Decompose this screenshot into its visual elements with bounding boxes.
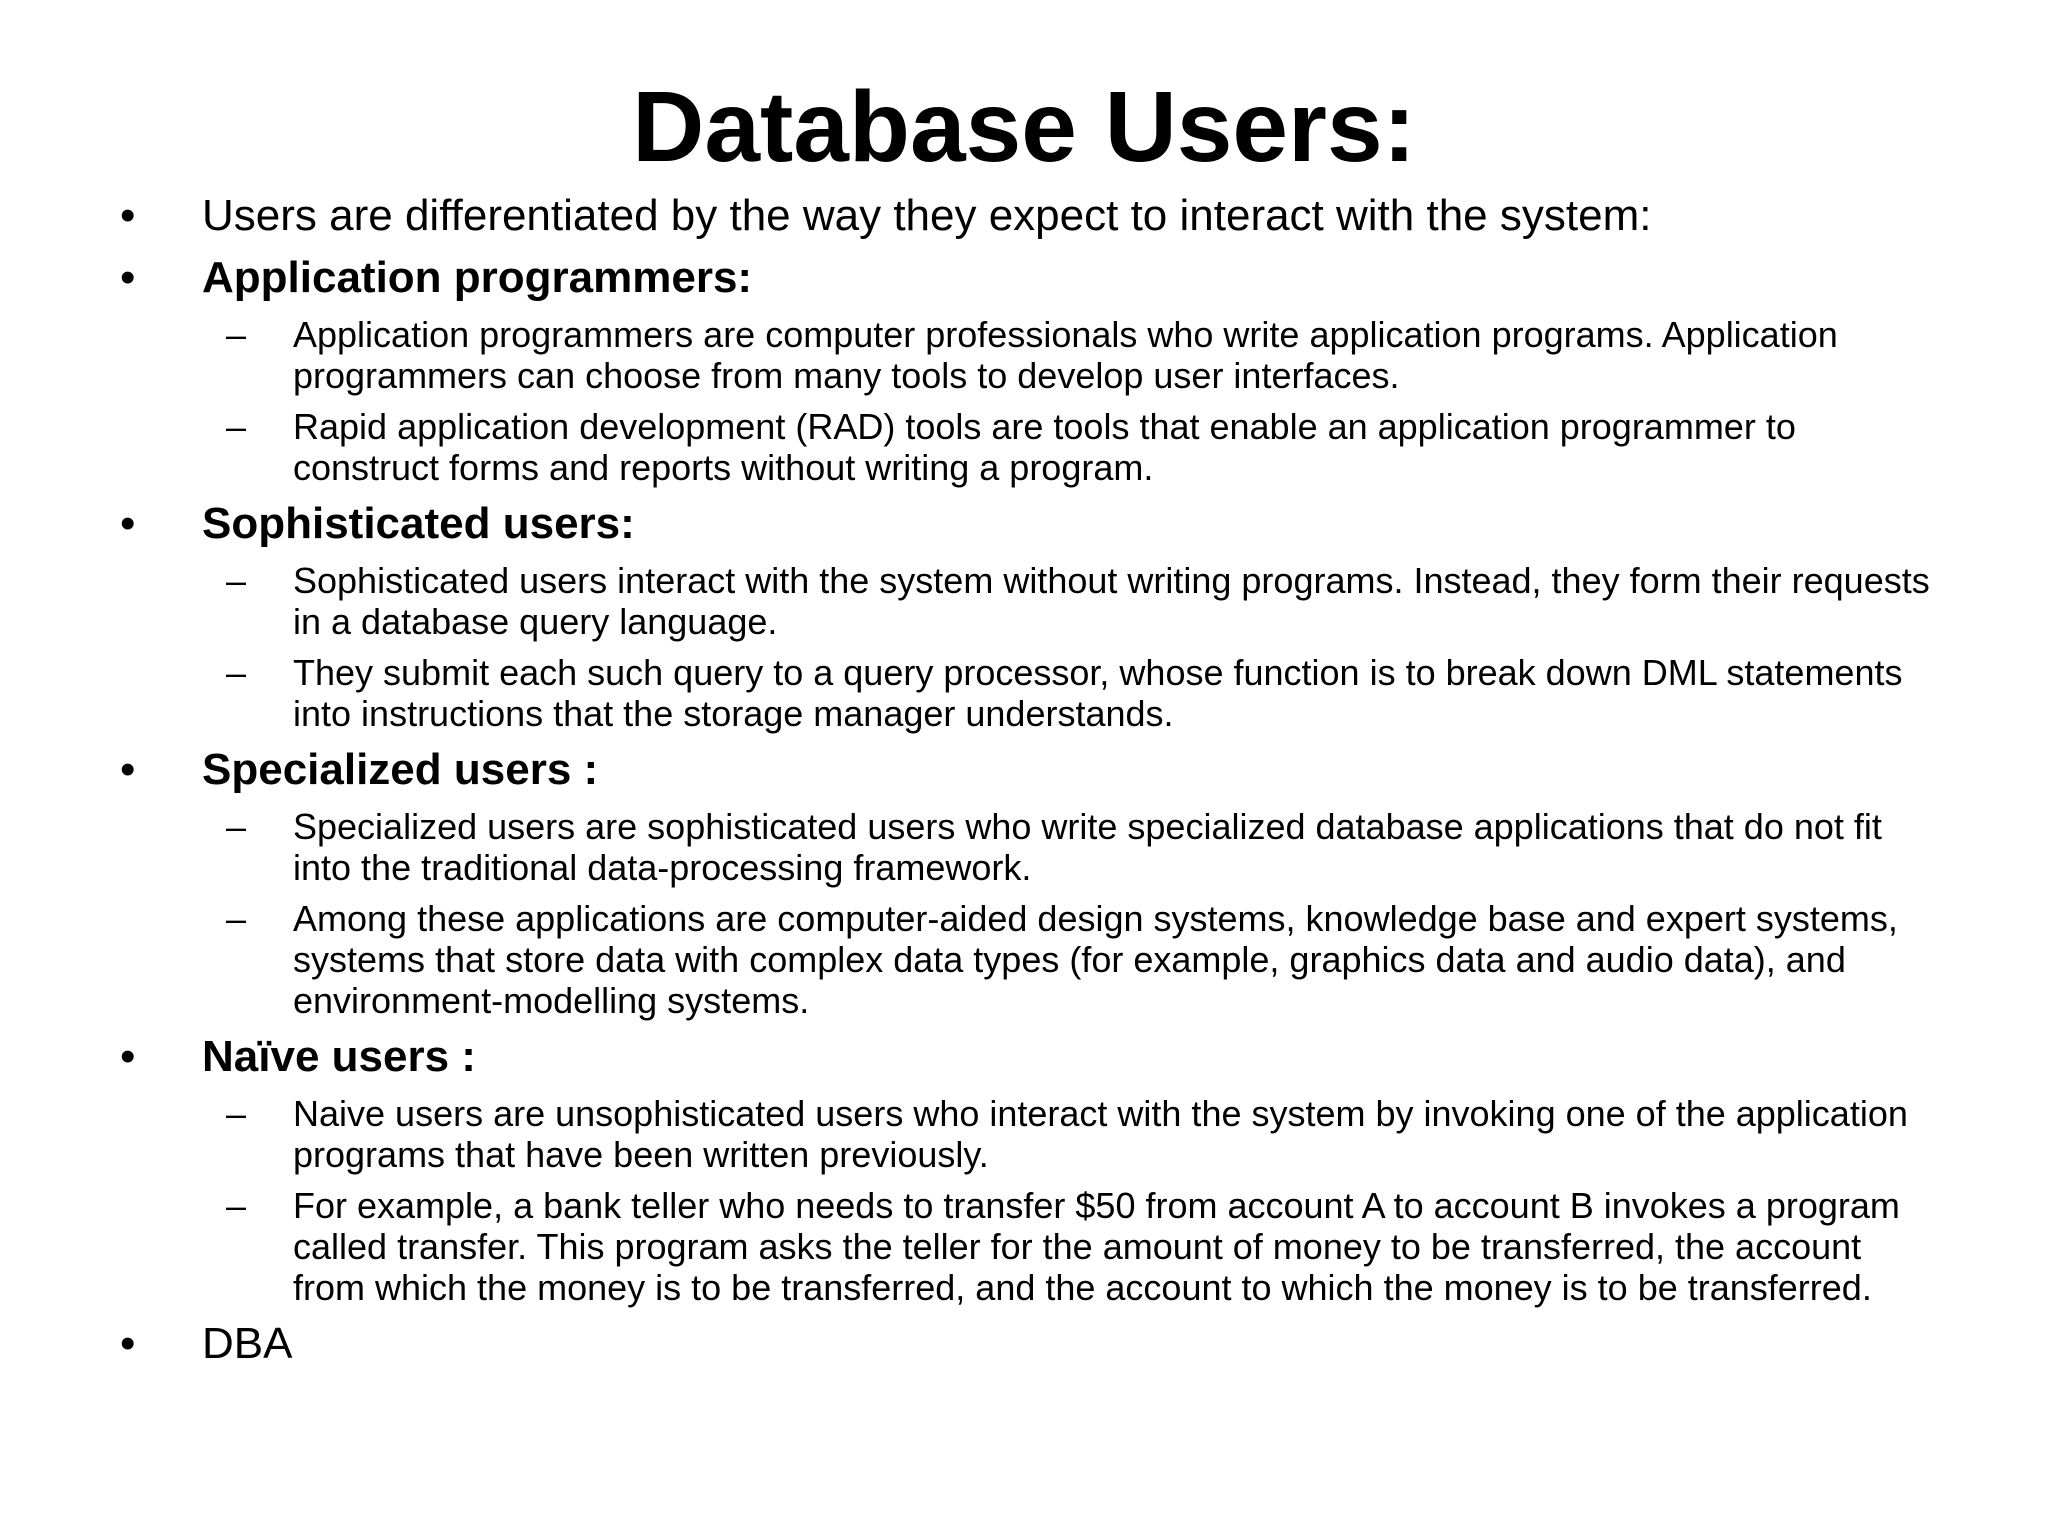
sub-item xyxy=(120,898,1940,1021)
bullet-text: Users are differentiated by the way they expect to interact with the system: xyxy=(202,191,1652,240)
sub-list xyxy=(120,806,1940,1021)
dash-icon: – xyxy=(226,1093,247,1134)
sub-item-text: Naive users are unsophisticated users who interact with the system by invoking one of the application programs that have been written previously. xyxy=(293,1093,1908,1175)
bullet-heading: Sophisticated users: xyxy=(202,499,635,548)
bullet-icon: • xyxy=(120,1319,136,1368)
sub-item xyxy=(120,406,1940,488)
sub-item-text: Rapid application development (RAD) tools are tools that enable an application programmer to construct forms and reports without writing a program. xyxy=(293,406,1796,488)
dash-icon: – xyxy=(226,652,247,693)
bullet-heading: Naïve users : xyxy=(202,1032,476,1081)
bullet-icon: • xyxy=(120,191,136,240)
sub-item xyxy=(120,806,1940,888)
sub-list xyxy=(120,314,1940,488)
bullet-item xyxy=(120,1031,1940,1083)
sub-item-text: Among these applications are computer-aided design systems, knowledge base and expert systems, systems that store data with complex data types (for example, graphics data and audio data), and environment-modelling systems. xyxy=(293,898,1898,1021)
dash-icon: – xyxy=(226,560,247,601)
sub-item-text: Specialized users are sophisticated users who write specialized database applications that do not fit into the traditional data-processing framework. xyxy=(293,806,1882,888)
bullet-list xyxy=(120,190,1940,1370)
sub-item xyxy=(120,560,1940,642)
dash-icon: – xyxy=(226,898,247,939)
sub-item xyxy=(120,314,1940,396)
dash-icon: – xyxy=(226,314,247,355)
sub-item-text: For example, a bank teller who needs to transfer $50 from account A to account B invokes a program called transfer. This program asks the teller for the amount of money to be transferred, the account from which the money is to be transferred, and the account to which the money is to be transferred. xyxy=(293,1185,1900,1308)
sub-list xyxy=(120,1093,1940,1308)
bullet-icon: • xyxy=(120,499,136,548)
dash-icon: – xyxy=(226,1185,247,1226)
sub-item xyxy=(120,1093,1940,1175)
bullet-heading: Application programmers: xyxy=(202,253,753,302)
sub-item-text: They submit each such query to a query processor, whose function is to break down DML statements into instructions that the storage manager understands. xyxy=(293,652,1903,734)
bullet-icon: • xyxy=(120,1032,136,1081)
dash-icon: – xyxy=(226,806,247,847)
sub-item-text: Application programmers are computer professionals who write application programs. Application programmers can choose from many tools to develop user interfaces. xyxy=(293,314,1838,396)
bullet-text: DBA xyxy=(202,1319,293,1368)
sub-item xyxy=(120,652,1940,734)
bullet-icon: • xyxy=(120,253,136,302)
slide-title: Database Users: xyxy=(632,71,1416,183)
sub-list xyxy=(120,560,1940,734)
bullet-heading: Specialized users : xyxy=(202,745,599,794)
bullet-item xyxy=(120,498,1940,550)
bullet-item xyxy=(120,190,1940,242)
sub-item xyxy=(120,1185,1940,1308)
bullet-item xyxy=(120,1318,1940,1370)
bullet-icon: • xyxy=(120,745,136,794)
bullet-item xyxy=(120,744,1940,796)
bullet-item xyxy=(120,252,1940,304)
dash-icon: – xyxy=(226,406,247,447)
sub-item-text: Sophisticated users interact with the system without writing programs. Instead, they form their requests in a database query language. xyxy=(293,560,1930,642)
